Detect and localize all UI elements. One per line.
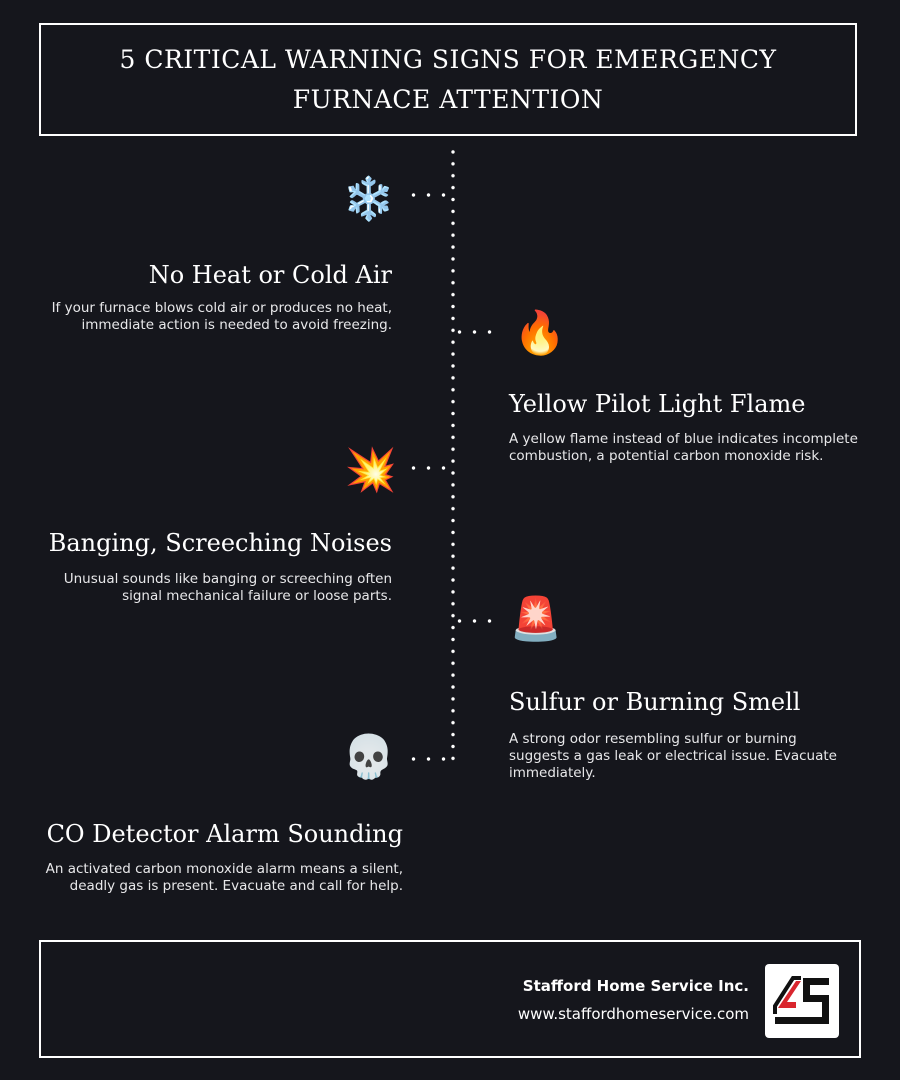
connector-5 bbox=[406, 757, 454, 761]
item-desc-sulfur: A strong odor resembling sulfur or burning suggests a gas leak or electrical issue. Evacuate immediately. bbox=[509, 731, 837, 781]
item-title-co-alarm: CO Detector Alarm Sounding bbox=[46, 820, 403, 848]
stafford-logo-icon bbox=[765, 964, 839, 1038]
item-title-yellow-pilot: Yellow Pilot Light Flame bbox=[509, 390, 806, 418]
skull-icon: 💀 bbox=[342, 733, 396, 780]
item-desc-yellow-pilot: A yellow flame instead of blue indicates incomplete combustion, a potential carbon monoxide risk. bbox=[509, 431, 858, 464]
page-title: 5 CRITICAL WARNING SIGNS FOR EMERGENCY FURNACE ATTENTION bbox=[119, 44, 777, 114]
company-website-link[interactable]: www.staffordhomeservice.com bbox=[517, 1005, 749, 1023]
title-box bbox=[39, 23, 857, 136]
connector-4 bbox=[452, 619, 502, 623]
item-desc-co-alarm: An activated carbon monoxide alarm means a silent, deadly gas is present. Evacuate and call for help. bbox=[45, 861, 403, 894]
fire-icon: 🔥 bbox=[513, 309, 567, 356]
connector-2 bbox=[452, 330, 502, 334]
connector-1 bbox=[406, 193, 454, 197]
item-title-sulfur: Sulfur or Burning Smell bbox=[509, 688, 801, 716]
collision-icon: 💥 bbox=[344, 446, 398, 493]
connector-3 bbox=[406, 466, 454, 470]
item-title-no-heat: No Heat or Cold Air bbox=[148, 261, 392, 289]
timeline-line bbox=[451, 146, 455, 768]
snowflake-icon: ❄️ bbox=[342, 175, 396, 222]
footer-box bbox=[39, 940, 861, 1058]
item-title-banging: Banging, Screeching Noises bbox=[48, 529, 392, 557]
item-desc-no-heat: If your furnace blows cold air or produces no heat, immediate action is needed to avoid freezing. bbox=[51, 300, 392, 333]
siren-icon: 🚨 bbox=[509, 595, 563, 642]
company-name: Stafford Home Service Inc. bbox=[522, 977, 749, 995]
item-desc-banging: Unusual sounds like banging or screeching often signal mechanical failure or loose parts. bbox=[63, 571, 392, 604]
